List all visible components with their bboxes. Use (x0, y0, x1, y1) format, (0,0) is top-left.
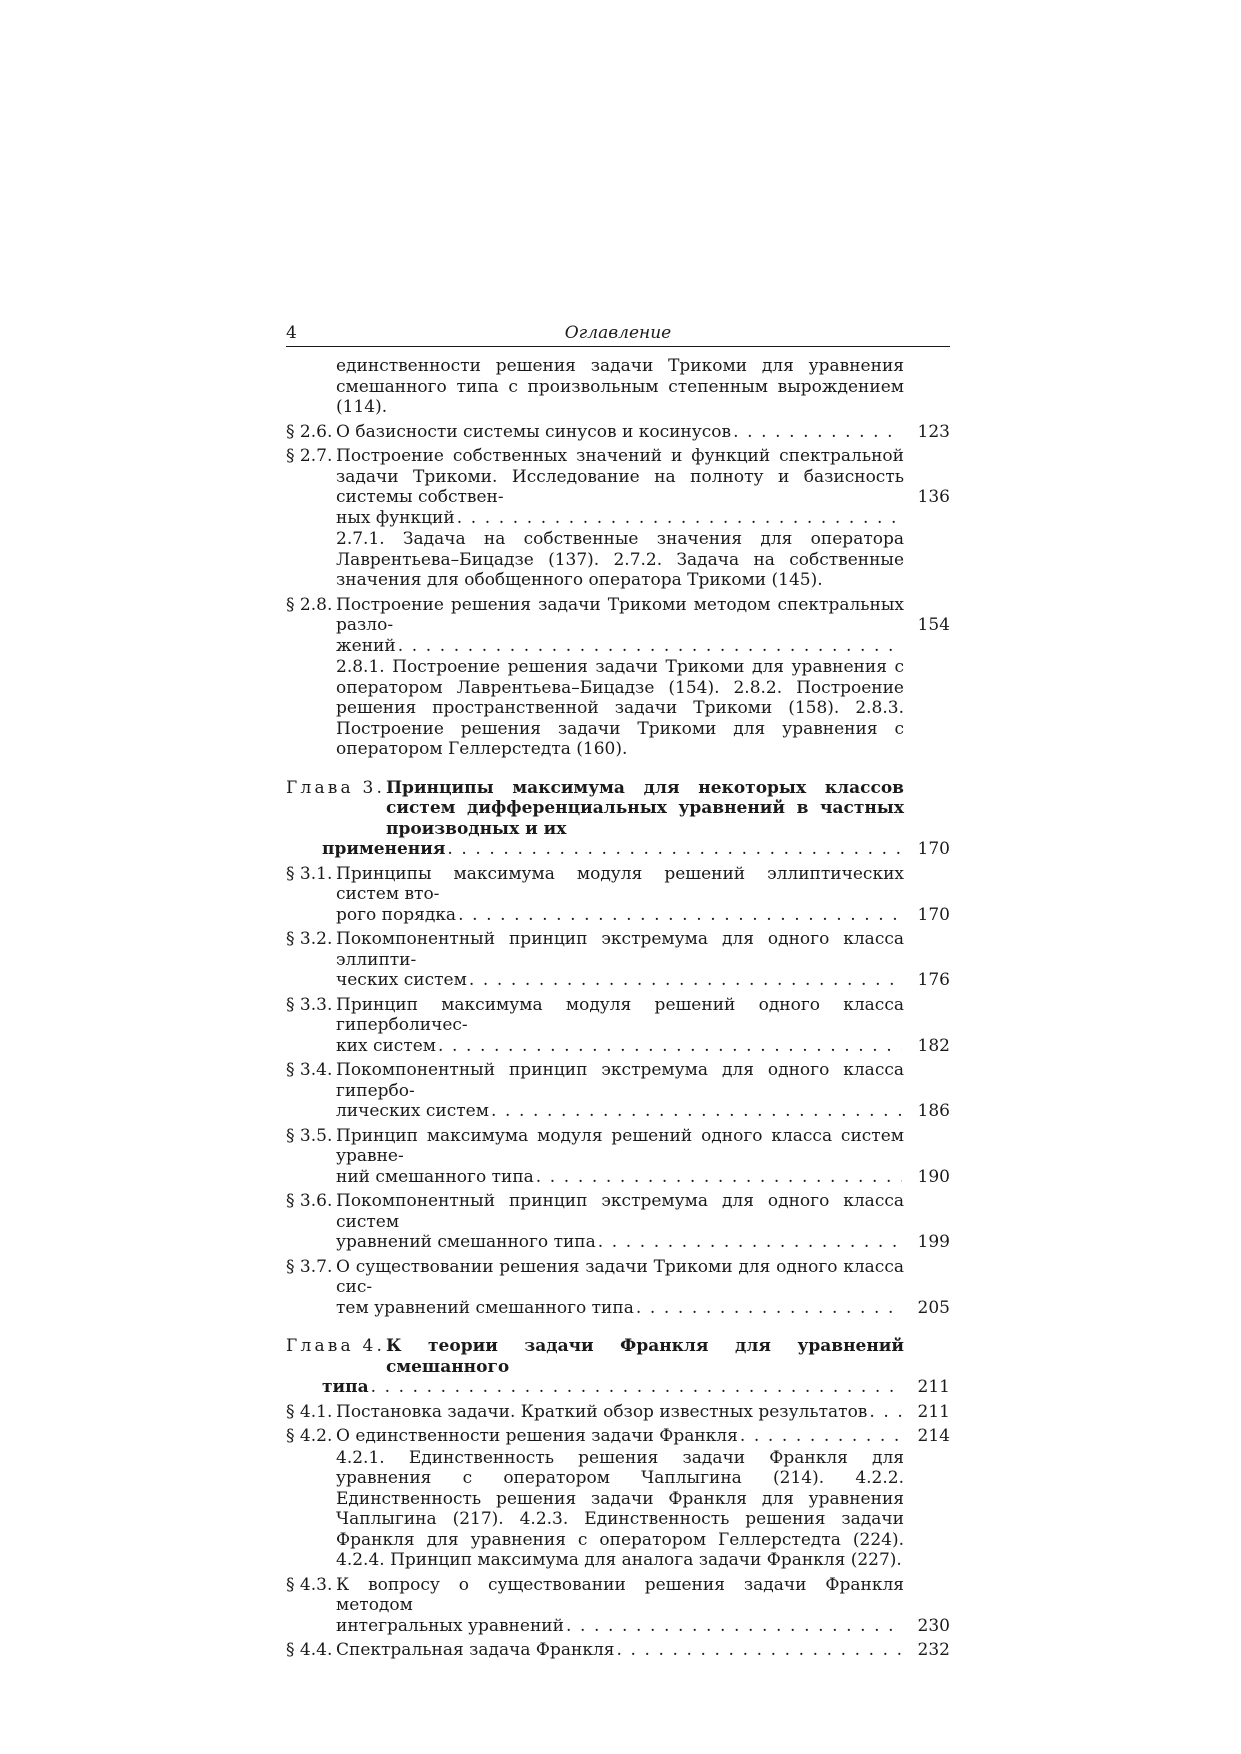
section-number: § 2.8. (286, 594, 333, 615)
dot-leader (447, 839, 902, 860)
page-ref: 136 (917, 487, 950, 507)
section-title: Спектральная задача Франкля (336, 1640, 615, 1660)
toc-chapter-4[interactable] (286, 1336, 950, 1398)
section-title-end: ких систем (336, 1035, 437, 1056)
dot-leader (598, 1232, 902, 1253)
section-number: § 4.2. (286, 1426, 333, 1446)
dot-leader (469, 970, 902, 991)
subsection-list: 2.7.1. Задача на собственные значения для оператора Лаврентьева–Бицадзе (137). 2.7.2. Задача на собственные значения для обобщенного оператора Трикоми (145). (336, 529, 904, 590)
dot-leader (636, 1298, 902, 1319)
section-number: § 3.1. (286, 863, 333, 884)
section-number: § 3.2. (286, 929, 333, 949)
page-ref: 211 (917, 1377, 950, 1397)
toc-page (286, 322, 950, 1665)
chapter-label: Глава 3. (286, 777, 386, 798)
dot-leader (733, 422, 902, 443)
page-ref: 205 (917, 1297, 950, 1318)
section-number: § 3.3. (286, 994, 333, 1015)
section-title: К вопросу о существовании решения задачи Франкля методом (336, 1574, 904, 1615)
section-title-end: интегральных уравнений (336, 1615, 564, 1636)
section-title: Построение решения задачи Трикоми методом спектральных разло- (336, 594, 904, 635)
section-title-end: ний смешанного типа (336, 1166, 534, 1187)
section-title: Принцип максимума модуля решений одного класса систем уравне- (336, 1125, 904, 1166)
toc-entry-2-7[interactable] (286, 446, 950, 591)
continued-subsections: единственности решения задачи Трикоми для уравнения смешанного типа с произвольным степенным вырождением (114). (336, 356, 904, 417)
section-title-end: рого порядка (336, 904, 457, 925)
page-ref: 123 (917, 421, 950, 442)
page-ref: 214 (917, 1426, 950, 1446)
toc-entry-3-5[interactable] (286, 1126, 950, 1188)
chapter-title-end: применения (322, 839, 446, 859)
section-title-end: ных функций (336, 507, 455, 528)
running-head (286, 322, 950, 347)
section-title-end: уравнений смешанного типа (336, 1232, 596, 1252)
dot-leader (617, 1640, 903, 1661)
dot-leader (438, 1036, 902, 1057)
section-title: Принципы максимума модуля решений эллиптических систем вто- (336, 863, 904, 904)
toc-entry-4-3[interactable] (286, 1575, 950, 1637)
dot-leader (491, 1101, 902, 1122)
toc-entry-2-6[interactable] (286, 422, 950, 443)
toc-entry-2-8[interactable] (286, 595, 950, 760)
section-title: Построение собственных значений и функций спектральной задачи Трикоми. Исследование на полноту и базисность системы собствен- (336, 446, 904, 507)
toc-entry-3-1[interactable] (286, 864, 950, 926)
page-ref: 170 (917, 904, 950, 925)
section-number: § 4.3. (286, 1574, 333, 1595)
page-ref: 170 (917, 839, 950, 859)
toc-entry-3-4[interactable] (286, 1060, 950, 1122)
section-title: Покомпонентный принцип экстремума для одного класса систем (336, 1191, 904, 1232)
dot-leader (869, 1402, 902, 1423)
chapter-title-end: типа (322, 1377, 369, 1397)
dot-leader (566, 1616, 902, 1637)
page-ref: 176 (917, 970, 950, 990)
chapter-title: Принципы максимума для некоторых классов систем дифференциальных уравнений в частных производных и их (386, 777, 904, 839)
section-title: Постановка задачи. Краткий обзор известных результатов (336, 1401, 868, 1422)
section-title-end: жений (336, 635, 396, 656)
section-number: § 2.7. (286, 446, 333, 466)
toc-entry-4-4[interactable] (286, 1640, 950, 1661)
section-title: Принцип максимума модуля решений одного класса гиперболичес- (336, 994, 904, 1035)
dot-leader (536, 1167, 902, 1188)
toc-entry-3-2[interactable] (286, 929, 950, 991)
dot-leader (740, 1426, 902, 1447)
dot-leader (458, 905, 902, 926)
section-title: Покомпонентный принцип экстремума для одного класса эллипти- (336, 929, 904, 970)
toc-entry-3-3[interactable] (286, 995, 950, 1057)
toc-entry-4-2[interactable] (286, 1426, 950, 1571)
page-ref: 232 (917, 1640, 950, 1660)
toc-entry-3-6[interactable] (286, 1191, 950, 1253)
toc-entry-3-7[interactable] (286, 1257, 950, 1319)
section-title-end: лических систем (336, 1101, 489, 1121)
section-number: § 3.7. (286, 1256, 333, 1277)
dot-leader (371, 1377, 902, 1398)
section-number: § 4.1. (286, 1401, 333, 1422)
page-ref: 190 (917, 1166, 950, 1187)
section-title-end: тем уравнений смешанного типа (336, 1297, 634, 1318)
section-number: § 4.4. (286, 1640, 333, 1660)
running-title: Оглавление (564, 322, 672, 343)
dot-leader (457, 508, 902, 529)
toc-entry-4-1[interactable] (286, 1402, 950, 1423)
section-title: О существовании решения задачи Трикоми для одного класса сис- (336, 1256, 904, 1297)
chapter-label: Глава 4. (286, 1336, 386, 1356)
section-number: § 3.4. (286, 1060, 333, 1080)
toc-chapter-3[interactable] (286, 778, 950, 860)
chapter-title: К теории задачи Франкля для уравнений смешанного (386, 1336, 904, 1377)
subsection-list: 2.8.1. Построение решения задачи Трикоми для уравнения с оператором Лаврентьева–Бицадзе (154). 2.8.2. Построение решения пространственной задачи Трикоми (158). 2.8.3. Построение решения задачи Трикоми для уравнения с оператором Геллерстедта (160). (336, 657, 904, 759)
page-ref: 230 (917, 1615, 950, 1636)
page-ref: 186 (917, 1101, 950, 1121)
page-ref: 211 (917, 1401, 950, 1422)
section-number: § 3.5. (286, 1125, 333, 1146)
page-ref: 199 (917, 1232, 950, 1252)
section-title-end: ческих систем (336, 970, 467, 990)
section-number: § 3.6. (286, 1191, 333, 1211)
section-title: О единственности решения задачи Франкля (336, 1426, 738, 1446)
page-ref: 182 (917, 1035, 950, 1056)
page-number: 4 (286, 322, 297, 343)
dot-leader (398, 636, 902, 657)
page-ref: 154 (917, 614, 950, 635)
section-number: § 2.6. (286, 421, 333, 442)
section-title: О базисности системы синусов и косинусов (336, 421, 732, 442)
subsection-list: 4.2.1. Единственность решения задачи Франкля для уравнения с оператором Чаплыгина (214). 4.2.2. Единственность решения задачи Франкля для уравнения Чаплыгина (217). 4.2.3. Единственность решения задачи Франкля для уравнения с оператором Геллерстедта (224). 4.2.4. Принцип максимума для аналога задачи Франкля (227). (336, 1447, 904, 1570)
section-title: Покомпонентный принцип экстремума для одного класса гипербо- (336, 1060, 904, 1101)
